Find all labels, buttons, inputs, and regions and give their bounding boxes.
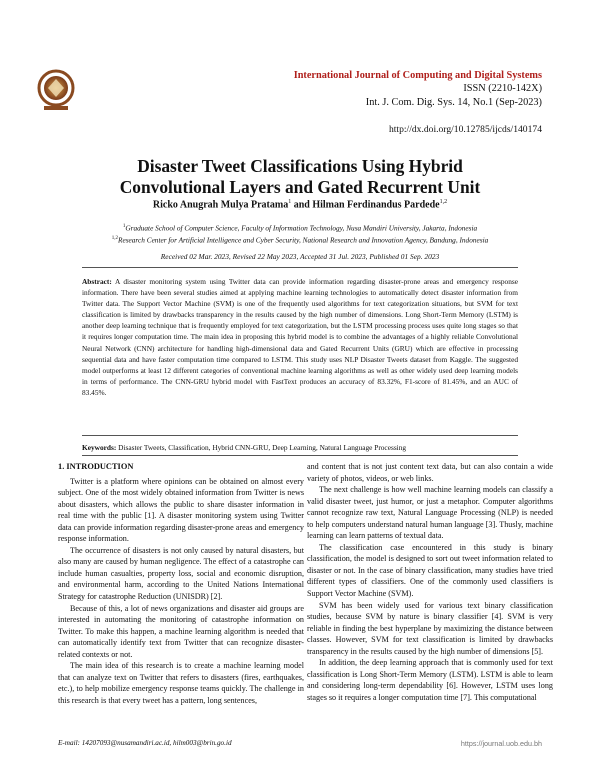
- journal-issn: ISSN (2210-142X): [463, 83, 542, 95]
- abstract-text: A disaster monitoring system using Twitter data can provide information regarding disaster-prone areas and emergency response information. There have been several studies aimed at applying machine learning technologies to automatically detect disaster information from Twitter data. The Support Vector Machine (SVM) is one of the frequently used algorithms for text categorization situations, but SVM for text classification is limited by drawbacks transparency in the results caused by the high number of dimensions. Long Short-Term Memory (LSTM) is another deep learning technique that is frequently employed for text categorization, but the LSTM processing process uses quite long stages so that it requires longer computation time. The main idea in proposing this hybrid model is to combine the advantages of a highly reliable Convolutional Neural Network (CNN) architecture for handling high-dimensional data and Gated Recurrent Units (GRU) which are effective in processing sequential data and have faster computation time compared to LSTM. This study uses NLP Disaster Tweets dataset from Kaggle. The suggested model outperforms at least 12 different categories of conventional machine learning algorithms as well as other widely used deep learning models in terms of performance. The CNN-GRU hybrid model with FastText produces an accuracy of 83.32%, F1-score of 81.45%, and an AUC of 83.45%.: [82, 277, 518, 397]
- journal-header: [122, 69, 542, 109]
- keywords-text: Disaster Tweets, Classification, Hybrid CNN-GRU, Deep Learning, Natural Language Processing: [118, 443, 407, 452]
- journal-name: International Journal of Computing and Digital Systems: [293, 70, 542, 81]
- journal-citation: Int. J. Com. Dig. Sys. 14, No.1 (Sep-2023): [365, 96, 542, 108]
- title-line-2: Convolutional Layers and Gated Recurrent Unit: [119, 177, 481, 197]
- paragraph: SVM has been widely used for various text binary classification studies, because SVM by nature is binary classifier [4]. SVM is very reliable in finding the best hyperplane by maximizing the distance between classes. However, SVM for text classification is limited by drawbacks transparency in the results caused by the high number of dimensions [5].: [307, 600, 553, 656]
- abstract-label: Abstract:: [82, 277, 112, 286]
- paragraph: Because of this, a lot of news organizations and disaster aid groups are interested in automating the monitoring of catastrophe information on Twitter. To make this happen, a machine learning algorithm is needed that can automatically identify text from Twitter that can recognize disaster-related contexts or not.: [58, 603, 304, 659]
- author-2: Hilman Ferdinandus Pardede: [312, 199, 440, 211]
- affiliations: [40, 222, 560, 246]
- affiliation-1: Graduate School of Computer Science, Faculty of Information Technology, Nusa Mandiri University, Jakarta, Indonesia: [125, 223, 478, 233]
- paragraph: The main idea of this research is to create a machine learning model that can analyze text on Twitter that refers to disasters (fires, earthquakes, etc.), to help mobilize emergency response teams quickly. The challenge in this research is that every tweet has a pattern, long sentences,: [58, 661, 304, 705]
- divider-middle: [82, 435, 518, 436]
- author-1-sup: 1: [288, 199, 292, 205]
- affil-1-sup: 1: [122, 224, 126, 229]
- right-column: [307, 461, 553, 703]
- footer-email[interactable]: E-mail: 14207093@nusamandiri.ac.id, hilm003@brin.go.id: [58, 739, 232, 747]
- footer-url[interactable]: https://journal.uob.edu.bh: [460, 739, 542, 748]
- author-2-sup: 1,2: [439, 199, 448, 205]
- paragraph: The occurrence of disasters is not only caused by natural disasters, but also many are caused by human negligence. The effect of a catastrophe can include human casualties, property loss, social and economic disruption, and environmental harm, according to the United Nations International Strategy for catastrophe Reduction (UNISDR) [2].: [58, 545, 304, 602]
- paragraph: The classification case encountered in this study is binary classification, the model is designed to sort out tweet information related to disaster or not. In the case of binary classification, many studies have tried different types of classifiers. One of the commonly used classifiers is Support Vector Machine (SVM).: [307, 542, 553, 599]
- keywords-label: Keywords:: [82, 443, 117, 452]
- paragraph: The next challenge is how well machine learning models can classify a valid disaster tweet, just humor, or just a metaphor. Computer algorithms cannot recognize raw text, Natural Language Processing (NLP) is needed to help computers understand natural human language [3]. Thusly, machine learning can learn patterns of textual data.: [307, 485, 553, 541]
- author-1: Ricko Anugrah Mulya Pratama: [152, 199, 289, 211]
- journal-logo: [36, 68, 76, 112]
- publication-dates: Received 02 Mar. 2023, Revised 22 May 2023, Accepted 31 Jul. 2023, Published 01 Sep. 2023: [160, 252, 440, 261]
- left-column: [58, 461, 304, 706]
- doi-link[interactable]: http://dx.doi.org/10.12785/ijcds/140174: [388, 124, 542, 135]
- section-heading: 1. INTRODUCTION: [58, 462, 134, 471]
- divider-bottom: [82, 455, 518, 456]
- author-conjunction: and: [293, 199, 310, 211]
- title-line-1: Disaster Tweet Classifications Using Hybrid: [137, 156, 463, 176]
- abstract: [82, 276, 518, 398]
- affiliation-2: Research Center for Artificial Intelligence and Cyber Security, National Research and Innovation Agency, Bandung, Indonesia: [118, 235, 489, 245]
- paragraph: In addition, the deep learning approach that is commonly used for text classification is Long Short-Term Memory (LSTM). LSTM is able to learn and considering long-term dependability [6]. However, LSTM uses long stages so it requires a longer computation time [7]. This computational: [307, 658, 553, 702]
- paper-title: [40, 156, 560, 198]
- paragraph: and content that is not just content text data, but can also contain a wide variety of photos, videos, or web links.: [307, 462, 553, 483]
- keywords: [82, 443, 518, 452]
- divider-top: [82, 267, 518, 268]
- affil-2-sup: 1,2: [111, 236, 118, 242]
- paragraph: Twitter is a platform where opinions can be obtained on almost every subject. One of the most widely obtained information from Twitter is news about disasters, which allows the public to share disaster information in real time with the public [1]. A disaster monitoring system using Twitter data can provide information regarding disaster-prone areas and emergency response information.: [58, 476, 304, 544]
- author-list: [40, 199, 560, 210]
